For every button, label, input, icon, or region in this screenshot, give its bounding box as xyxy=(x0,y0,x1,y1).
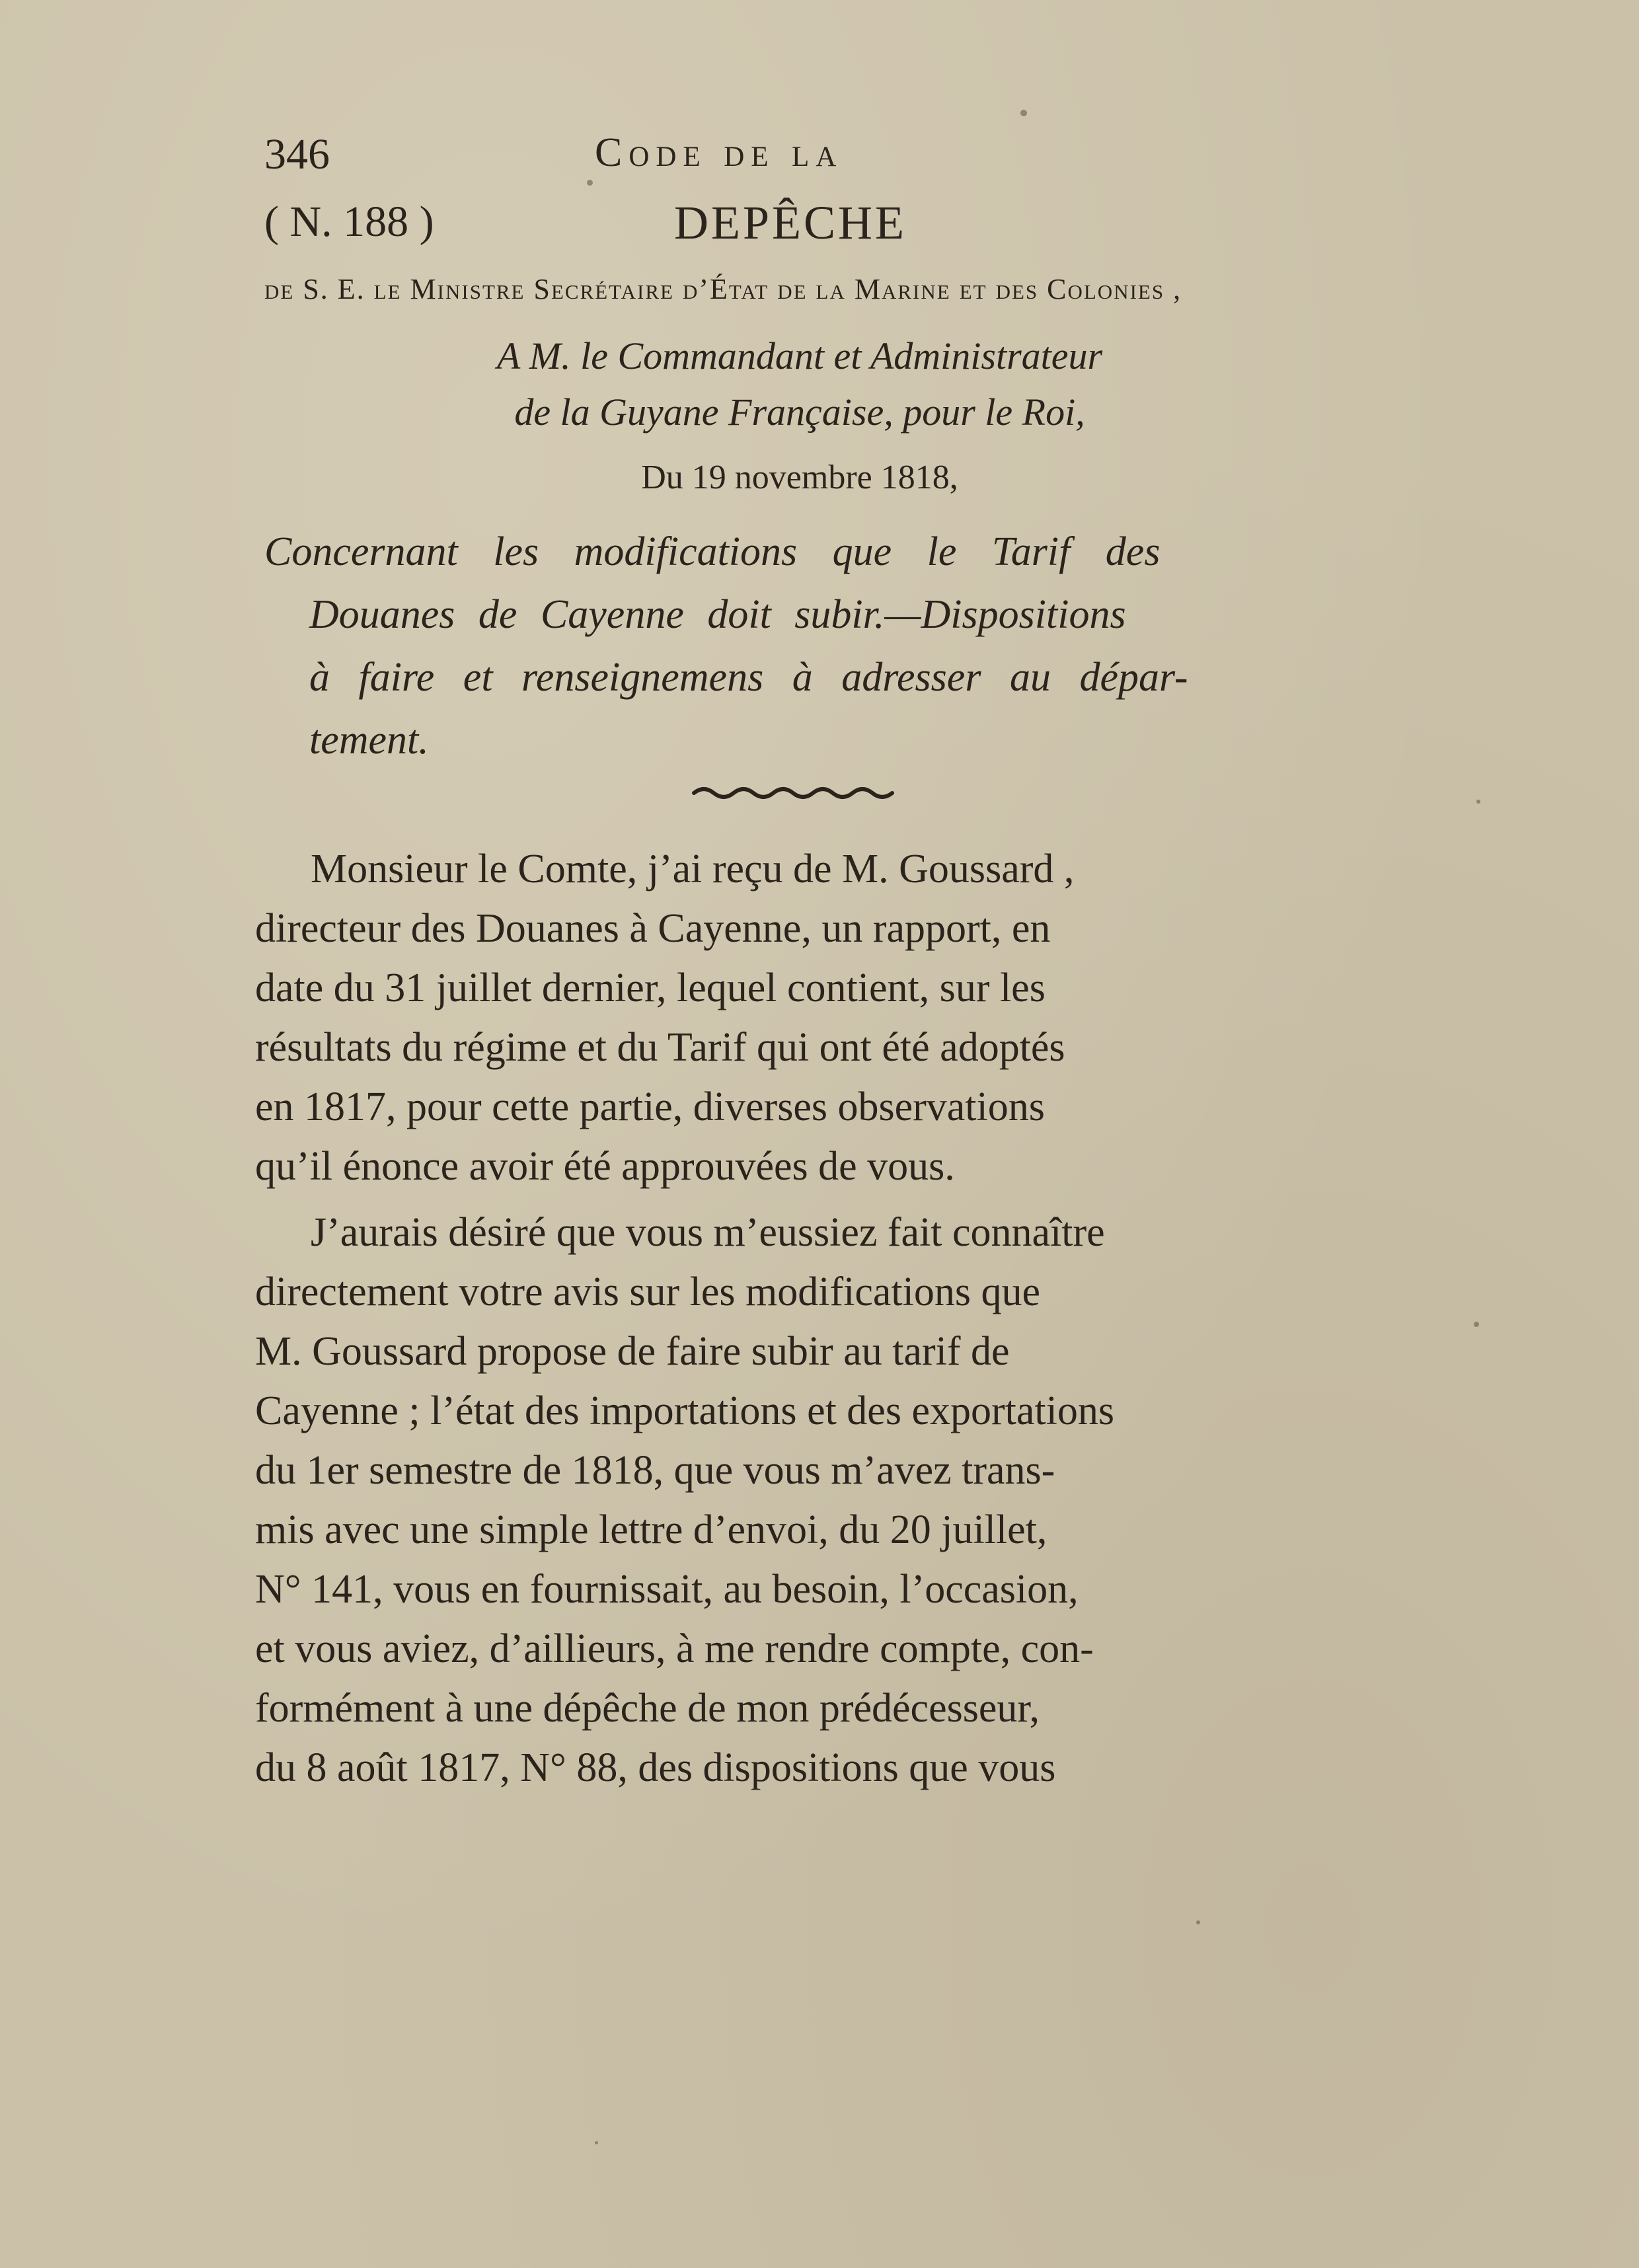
document-number: ( N. 188 ) xyxy=(264,198,434,246)
wavy-separator-ornament xyxy=(687,780,899,806)
summary-line: Douanes de Cayenne doit subir.—Dispositions xyxy=(309,592,1126,637)
summary-line: tement. xyxy=(309,718,429,763)
body-text-line: M. Goussard propose de faire subir au tarif de xyxy=(255,1329,1010,1374)
recipient-line: de la Guyane Française, pour le Roi, xyxy=(514,391,1085,434)
running-head xyxy=(264,130,925,182)
summary-line: Concernant les modifications que le Tarif des xyxy=(264,529,1161,574)
body-text-line: qu’il énonce avoir été approuvées de vous. xyxy=(255,1144,955,1189)
body-text-line: formément à une dépêche de mon prédécesseur, xyxy=(255,1686,1040,1731)
paper-speck xyxy=(1196,1920,1200,1924)
paper-speck xyxy=(1476,800,1480,804)
paper-speck xyxy=(595,2141,598,2144)
body-text-line: du 1er semestre de 1818, que vous m’avez trans- xyxy=(255,1448,1055,1493)
body-text-line: directement votre avis sur les modifications que xyxy=(255,1269,1040,1314)
summary-line: à faire et renseignemens à adresser au dépar- xyxy=(309,655,1188,700)
document-date: Du 19 novembre 1818, xyxy=(641,459,958,496)
recipient-line: A M. le Commandant et Administrateur xyxy=(496,334,1103,377)
body-text-line: J’aurais désiré que vous m’eussiez fait connaître xyxy=(311,1210,1105,1255)
paper-speck xyxy=(1020,110,1027,116)
body-text-line: mis avec une simple lettre d’envoi, du 20 juillet, xyxy=(255,1507,1048,1552)
body-text-line: Monsieur le Comte, j’ai reçu de M. Goussard , xyxy=(311,847,1075,891)
running-title: Code de la xyxy=(595,130,843,175)
document-type-heading: DEPÊCHE xyxy=(674,196,907,249)
page-number: 346 xyxy=(264,130,330,178)
body-text-line: directeur des Douanes à Cayenne, un rapport, en xyxy=(255,906,1051,951)
body-text-line: N° 141, vous en fournissait, au besoin, l’occasion, xyxy=(255,1567,1079,1612)
body-text-line: Cayenne ; l’état des importations et des exportations xyxy=(255,1388,1114,1433)
paper-speck xyxy=(1474,1322,1479,1327)
body-text-line: du 8 août 1817, N° 88, des dispositions que vous xyxy=(255,1745,1056,1790)
body-text-line: résultats du régime et du Tarif qui ont été adoptés xyxy=(255,1025,1065,1070)
body-text-line: en 1817, pour cette partie, diverses observations xyxy=(255,1084,1045,1129)
body-text-line: et vous aviez, d’aillieurs, à me rendre compte, con- xyxy=(255,1626,1094,1671)
body-text-line: date du 31 juillet dernier, lequel contient, sur les xyxy=(255,965,1046,1010)
sender-line: de S. E. le Ministre Secrétaire d’État de la Marine et des Colonies , xyxy=(264,273,1182,305)
